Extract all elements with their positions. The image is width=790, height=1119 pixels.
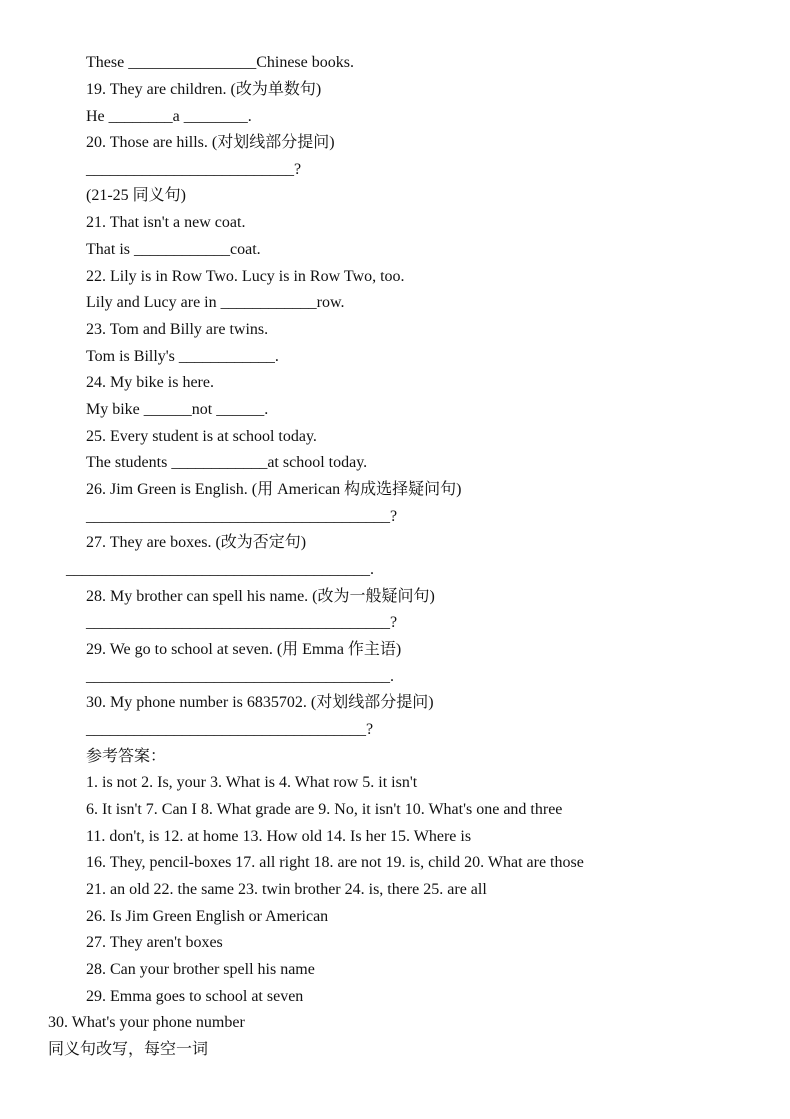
exercise-28-prompt: 28. My brother can spell his name. (改为一般疑问句) [86,588,435,605]
answer-key-line: 6. It isn't 7. Can I 8. What grade are 9. No, it isn't 10. What's one and three [86,801,563,818]
answer-key-line: 26. Is Jim Green English or American [86,908,329,925]
exercise-20-answer: __________________________? [86,161,302,178]
exercise-30-answer: ___________________________________? [86,721,374,738]
answer-key-heading: 参考答案： [86,748,167,765]
exercise-27-prompt: 27. They are boxes. (改为否定句) [86,534,307,551]
exercise-19-prompt: 19. They are children. (改为单数句) [86,81,322,98]
section-footer-heading: 同义句改写，每空一词 [48,1041,209,1058]
answer-key-line: 1. is not 2. Is, your 3. What is 4. What row 5. it isn't [86,774,418,791]
exercise-line-18-answer: These ________________Chinese books. [86,54,354,71]
exercise-23-prompt: 23. Tom and Billy are twins. [86,321,269,338]
answer-key-line: 21. an old 22. the same 23. twin brother 24. is, there 25. are all [86,881,487,898]
exercise-29-prompt: 29. We go to school at seven. (用 Emma 作主语) [86,641,402,658]
answer-key-line: 11. don't, is 12. at home 13. How old 14. Is her 15. Where is [86,828,472,845]
section-heading: (21-25 同义句) [86,187,186,204]
exercise-22-prompt: 22. Lily is in Row Two. Lucy is in Row Two, too. [86,268,405,285]
exercise-28-answer: ______________________________________? [86,614,398,631]
exercise-29-answer: ______________________________________. [86,668,394,685]
exercise-25-prompt: 25. Every student is at school today. [86,428,317,445]
answer-key-line: 28. Can your brother spell his name [86,961,315,978]
exercise-22-answer: Lily and Lucy are in ____________row. [86,294,345,311]
answer-key-line: 27. They aren't boxes [86,934,223,951]
exercise-24-prompt: 24. My bike is here. [86,374,214,391]
exercise-26-answer: ______________________________________? [86,508,398,525]
exercise-27-answer: ______________________________________. [66,561,374,578]
answer-key-line: 30. What's your phone number [48,1014,245,1031]
answer-key-line: 16. They, pencil-boxes 17. all right 18. are not 19. is, child 20. What are those [86,854,584,871]
exercise-21-prompt: 21. That isn't a new coat. [86,214,246,231]
exercise-25-answer: The students ____________at school today. [86,454,368,471]
answer-key-line: 29. Emma goes to school at seven [86,988,304,1005]
exercise-23-answer: Tom is Billy's ____________. [86,348,279,365]
exercise-30-prompt: 30. My phone number is 6835702. (对划线部分提问) [86,694,434,711]
exercise-24-answer: My bike ______not ______. [86,401,269,418]
exercise-21-answer: That is ____________coat. [86,241,261,258]
exercise-19-answer: He ________a ________. [86,108,252,125]
exercise-20-prompt: 20. Those are hills. (对划线部分提问) [86,134,335,151]
exercise-26-prompt: 26. Jim Green is English. (用 American 构成选择疑问句) [86,481,462,498]
